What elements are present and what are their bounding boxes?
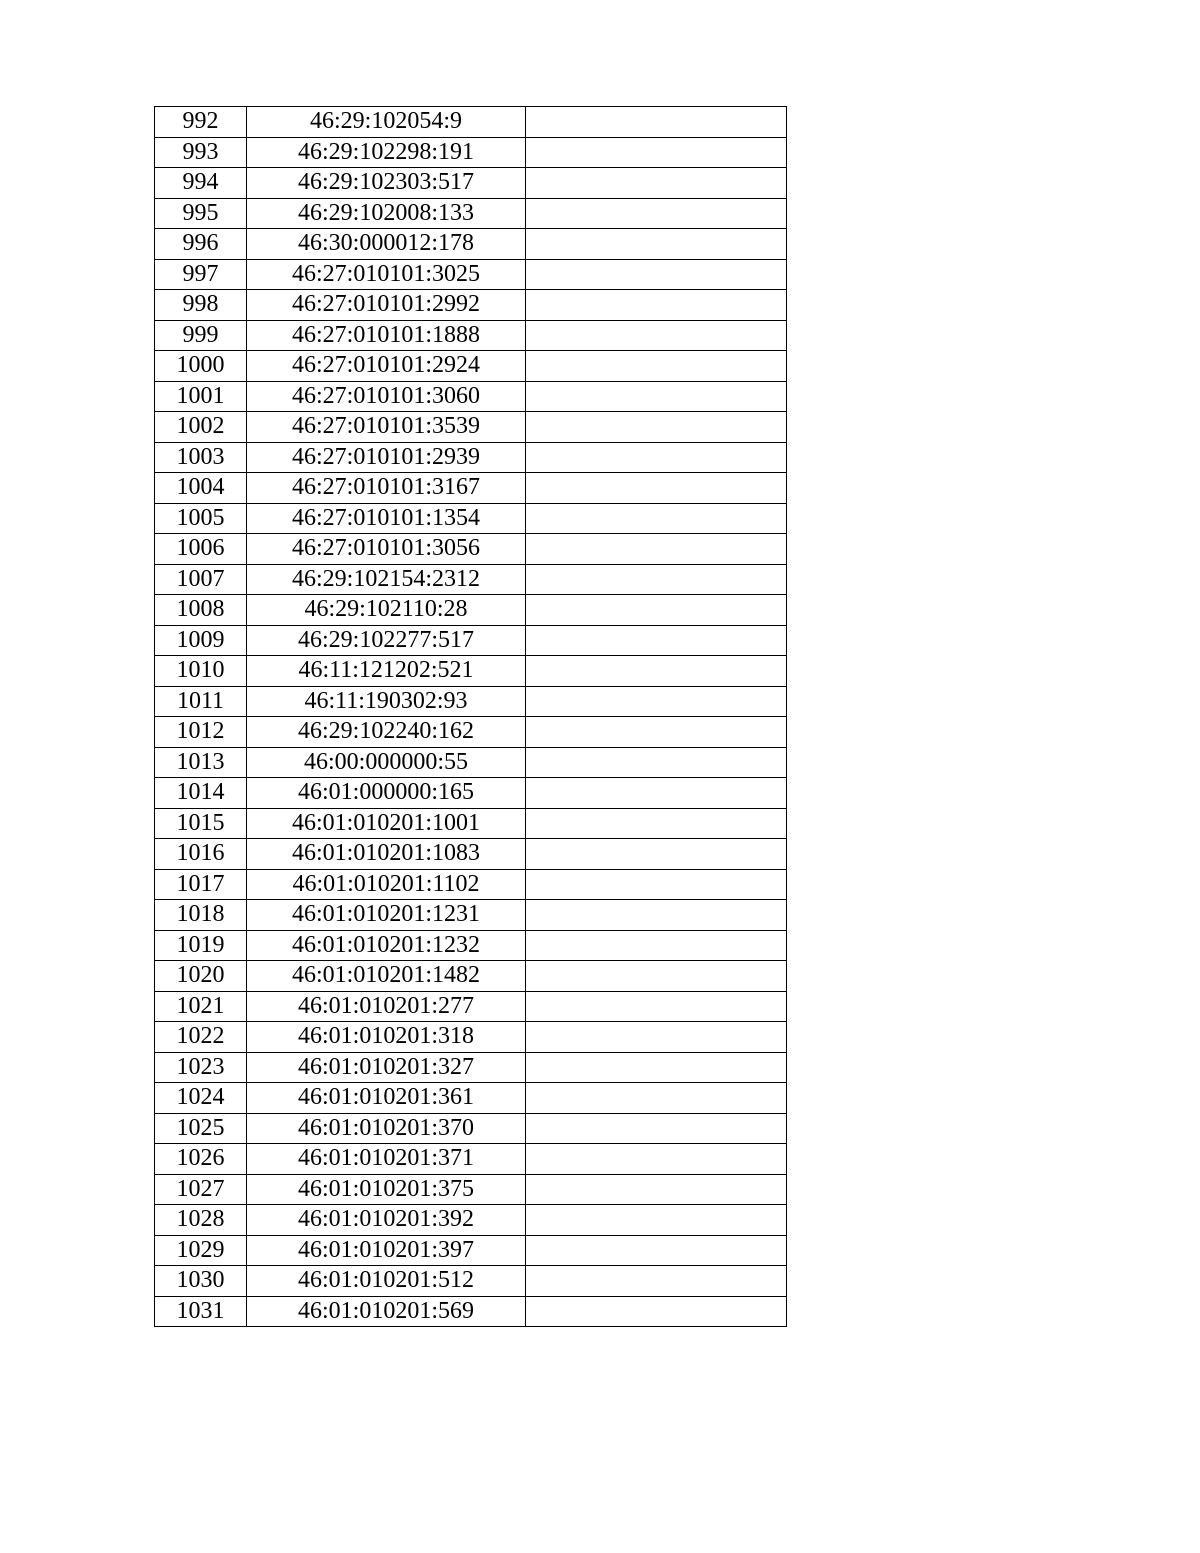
cadastral-number-cell: 46:01:010201:1482 [247,961,526,992]
table-row [155,412,787,443]
row-number-cell: 1002 [155,412,247,443]
empty-cell [526,351,787,382]
empty-cell [526,991,787,1022]
cadastral-number-cell: 46:27:010101:3167 [247,473,526,504]
cadastral-number-cell: 46:29:102154:2312 [247,564,526,595]
empty-cell [526,503,787,534]
table-row [155,930,787,961]
row-number-cell: 995 [155,198,247,229]
empty-cell [526,534,787,565]
cadastral-number-cell: 46:27:010101:3056 [247,534,526,565]
cadastral-number-cell: 46:01:010201:318 [247,1022,526,1053]
empty-cell [526,686,787,717]
table-row [155,1205,787,1236]
table-row [155,137,787,168]
cadastral-number-cell: 46:29:102110:28 [247,595,526,626]
table-row [155,1052,787,1083]
row-number-cell: 1027 [155,1174,247,1205]
row-number-cell: 994 [155,168,247,199]
row-number-cell: 1010 [155,656,247,687]
empty-cell [526,1205,787,1236]
table-row [155,259,787,290]
row-number-cell: 996 [155,229,247,260]
table-row [155,229,787,260]
cadastral-number-cell: 46:29:102008:133 [247,198,526,229]
empty-cell [526,961,787,992]
empty-cell [526,107,787,138]
table-row [155,290,787,321]
row-number-cell: 1011 [155,686,247,717]
empty-cell [526,442,787,473]
cadastral-number-cell: 46:01:010201:1083 [247,839,526,870]
table-row [155,656,787,687]
row-number-cell: 992 [155,107,247,138]
row-number-cell: 1022 [155,1022,247,1053]
empty-cell [526,625,787,656]
cadastral-number-cell: 46:01:010201:375 [247,1174,526,1205]
table-row [155,625,787,656]
table-row [155,1174,787,1205]
table-row [155,1083,787,1114]
cadastral-number-cell: 46:27:010101:3539 [247,412,526,443]
row-number-cell: 993 [155,137,247,168]
cadastral-number-cell: 46:01:000000:165 [247,778,526,809]
table-row [155,991,787,1022]
cadastral-number-cell: 46:01:010201:569 [247,1296,526,1327]
cadastral-number-cell: 46:27:010101:1888 [247,320,526,351]
empty-cell [526,320,787,351]
empty-cell [526,1235,787,1266]
cadastral-number-cell: 46:01:010201:1232 [247,930,526,961]
cadastral-number-cell: 46:29:102240:162 [247,717,526,748]
row-number-cell: 1012 [155,717,247,748]
row-number-cell: 1005 [155,503,247,534]
cadastral-number-cell: 46:01:010201:397 [247,1235,526,1266]
cadastral-number-cell: 46:01:010201:1001 [247,808,526,839]
row-number-cell: 1024 [155,1083,247,1114]
row-number-cell: 1030 [155,1266,247,1297]
empty-cell [526,137,787,168]
empty-cell [526,198,787,229]
table-row [155,686,787,717]
row-number-cell: 1006 [155,534,247,565]
cadastral-number-cell: 46:01:010201:327 [247,1052,526,1083]
table-row [155,381,787,412]
empty-cell [526,778,787,809]
table-row [155,595,787,626]
row-number-cell: 1004 [155,473,247,504]
table-row [155,168,787,199]
row-number-cell: 1013 [155,747,247,778]
cadastral-number-cell: 46:27:010101:2992 [247,290,526,321]
row-number-cell: 1018 [155,900,247,931]
row-number-cell: 1000 [155,351,247,382]
row-number-cell: 1001 [155,381,247,412]
cadastral-number-cell: 46:29:102054:9 [247,107,526,138]
row-number-cell: 1008 [155,595,247,626]
row-number-cell: 1026 [155,1144,247,1175]
table-row [155,961,787,992]
table-row [155,1266,787,1297]
row-number-cell: 1014 [155,778,247,809]
empty-cell [526,473,787,504]
table-row [155,839,787,870]
cadastral-number-cell: 46:01:010201:392 [247,1205,526,1236]
empty-cell [526,1174,787,1205]
table-row [155,534,787,565]
empty-cell [526,1022,787,1053]
empty-cell [526,381,787,412]
row-number-cell: 1028 [155,1205,247,1236]
empty-cell [526,1296,787,1327]
cadastral-number-cell: 46:30:000012:178 [247,229,526,260]
cadastral-number-cell: 46:00:000000:55 [247,747,526,778]
cadastral-number-cell: 46:01:010201:371 [247,1144,526,1175]
cadastral-number-cell: 46:27:010101:2924 [247,351,526,382]
table-row [155,808,787,839]
table-row [155,1113,787,1144]
row-number-cell: 1016 [155,839,247,870]
table-row [155,351,787,382]
row-number-cell: 1021 [155,991,247,1022]
table-row [155,107,787,138]
row-number-cell: 999 [155,320,247,351]
row-number-cell: 998 [155,290,247,321]
row-number-cell: 1015 [155,808,247,839]
table-row [155,564,787,595]
table-body [155,107,787,1327]
table-row [155,778,787,809]
empty-cell [526,839,787,870]
cadastral-number-cell: 46:01:010201:361 [247,1083,526,1114]
row-number-cell: 1003 [155,442,247,473]
table-row [155,747,787,778]
table-row [155,442,787,473]
cadastral-number-cell: 46:11:121202:521 [247,656,526,687]
empty-cell [526,1113,787,1144]
empty-cell [526,290,787,321]
empty-cell [526,259,787,290]
empty-cell [526,717,787,748]
row-number-cell: 1017 [155,869,247,900]
empty-cell [526,869,787,900]
cadastral-number-cell: 46:27:010101:3060 [247,381,526,412]
table-row [155,473,787,504]
empty-cell [526,564,787,595]
cadastral-number-cell: 46:27:010101:1354 [247,503,526,534]
table-row [155,503,787,534]
row-number-cell: 1020 [155,961,247,992]
cadastral-number-cell: 46:01:010201:370 [247,1113,526,1144]
empty-cell [526,900,787,931]
table-row [155,198,787,229]
empty-cell [526,930,787,961]
empty-cell [526,168,787,199]
empty-cell [526,229,787,260]
row-number-cell: 1019 [155,930,247,961]
row-number-cell: 997 [155,259,247,290]
cadastral-number-cell: 46:11:190302:93 [247,686,526,717]
empty-cell [526,1052,787,1083]
empty-cell [526,1083,787,1114]
empty-cell [526,747,787,778]
table-row [155,1144,787,1175]
cadastral-number-cell: 46:27:010101:3025 [247,259,526,290]
row-number-cell: 1007 [155,564,247,595]
cadastral-number-cell: 46:29:102303:517 [247,168,526,199]
cadastral-number-cell: 46:27:010101:2939 [247,442,526,473]
empty-cell [526,595,787,626]
empty-cell [526,412,787,443]
row-number-cell: 1023 [155,1052,247,1083]
empty-cell [526,656,787,687]
cadastral-number-cell: 46:01:010201:1102 [247,869,526,900]
row-number-cell: 1025 [155,1113,247,1144]
table-row [155,717,787,748]
table-row [155,900,787,931]
row-number-cell: 1031 [155,1296,247,1327]
table-row [155,1235,787,1266]
row-number-cell: 1009 [155,625,247,656]
empty-cell [526,1144,787,1175]
cadastral-number-cell: 46:01:010201:277 [247,991,526,1022]
cadastral-number-cell: 46:01:010201:1231 [247,900,526,931]
empty-cell [526,1266,787,1297]
table-row [155,1296,787,1327]
cadastral-numbers-table [154,106,787,1327]
table-row [155,320,787,351]
cadastral-number-cell: 46:01:010201:512 [247,1266,526,1297]
cadastral-number-cell: 46:29:102298:191 [247,137,526,168]
cadastral-number-cell: 46:29:102277:517 [247,625,526,656]
table-row [155,1022,787,1053]
table-row [155,869,787,900]
row-number-cell: 1029 [155,1235,247,1266]
empty-cell [526,808,787,839]
